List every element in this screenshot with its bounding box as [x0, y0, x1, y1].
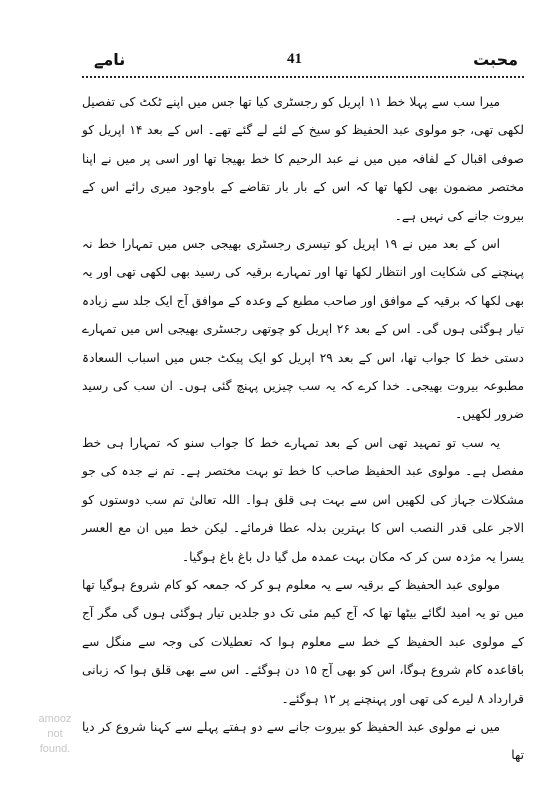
watermark-line-2: not — [47, 728, 63, 740]
watermark-line-3: found. — [39, 743, 71, 755]
page-header — [82, 50, 522, 72]
paragraph-4: مولوی عبد الحفیظ کے برقیہ سے یہ معلوم ہو کر کہ جمعہ کو کام شروع ہوگیا تھا میں تو یہ امید لگائے بیٹھا تھا کہ آج کیم مئی تک دو جلدیں تیار ہوگئی ہوں گی مگر آج کے مولوی عبد الحفیظ کے خط سے معلوم ہوا کہ تعطیلات کی وجہ سے منگل سے باقاعدہ کام شروع ہوگا، اس کو بھی آج ۱۵ دن ہوگئے۔ اس سے بھی قلق ہوا کہ زبانی قرارداد ۸ لیرے کی تھی اور پہنچنے پر ۱۲ ہوگئے۔ — [82, 577, 525, 706]
paragraph-1: میرا سب سے پہلا خط ۱۱ اپریل کو رجسٹری کیا تھا جس میں اپنے ٹکٹ کی تفصیل لکھی تھی، جو مولوی عبد الحفیظ کو سیخ کے لئے لے گئے تھے۔ اس کے بعد ۱۴ اپریل کو صوفی اقبال کے لفافہ میں میں نے عبد الرحیم کا خط بھیجا تھا اور اسی پر میں نے اپنا مختصر مضمون بھی لکھا تھا کہ اس کے بار بار تقاضے کے باوجود میری رائے اس کے بیروت جانے کی نہیں ہے۔ — [82, 95, 524, 223]
header-left-title: نامے — [94, 50, 126, 69]
paragraph-2: اس کے بعد میں نے ۱۹ اپریل کو تیسری رجسٹری بھیجی جس میں تمہارا خط نہ پہنچنے کی شکایت اور انتظار لکھا تھا اور تمہارے برقیہ کی رسید بھی لکھی تھی اور یہ بھی لکھا کہ برقیہ کے موافق اور صاحب مطبع کے وعدہ کے موافق آج ایک جلد سے زیادہ تیار ہوگئی ہوں گی۔ اس کے بعد ۲۶ اپریل کو چوتھی رجسٹری بھیجی اس میں تمہارے دستی خط کا جواب تھا، اس کے بعد ۲۹ اپریل کو ایک پیکٹ جس میں اسباب السعادۃ مطبوعہ بیروت بھیجی۔ خدا کرے کہ یہ سب چیزیں پہنچ گئی ہوں۔ ان سب کی رسید ضرور لکھیں۔ — [82, 237, 524, 422]
header-divider — [82, 76, 524, 78]
paragraph-5: میں نے مولوی عبد الحفیظ کو بیروت جانے سے دو ہفتے پہلے سے کہنا شروع کر دیا تھا — [82, 719, 524, 763]
page-number: 41 — [287, 51, 302, 67]
watermark-line-1: amooz — [38, 713, 72, 725]
image-watermark — [20, 712, 90, 757]
letter-body — [82, 88, 524, 770]
paragraph-3: یہ سب تو تمہید تھی اس کے بعد تمہارے خط کا جواب سنو کہ تمہارا ہی خط مفصل ہے۔ مولوی عبد الحفیظ صاحب کا خط تو بہت مختصر ہے۔ تم نے جدہ کی جو مشکلات جہاز کی لکھیں اس سے بہت ہی قلق ہوا۔ اللہ تعالیٰ تم سب دوستوں کو الاجر علی قدر النصب اس کا بہترین بدلہ عطا فرمائے۔ لیکن خط میں ان مع العسر یسرا یہ مژدہ سن کر کہ مکان بہت عمدہ مل گیا دل باغ باغ ہوگیا۔ — [82, 435, 524, 564]
header-right-title: محبت — [473, 50, 518, 69]
